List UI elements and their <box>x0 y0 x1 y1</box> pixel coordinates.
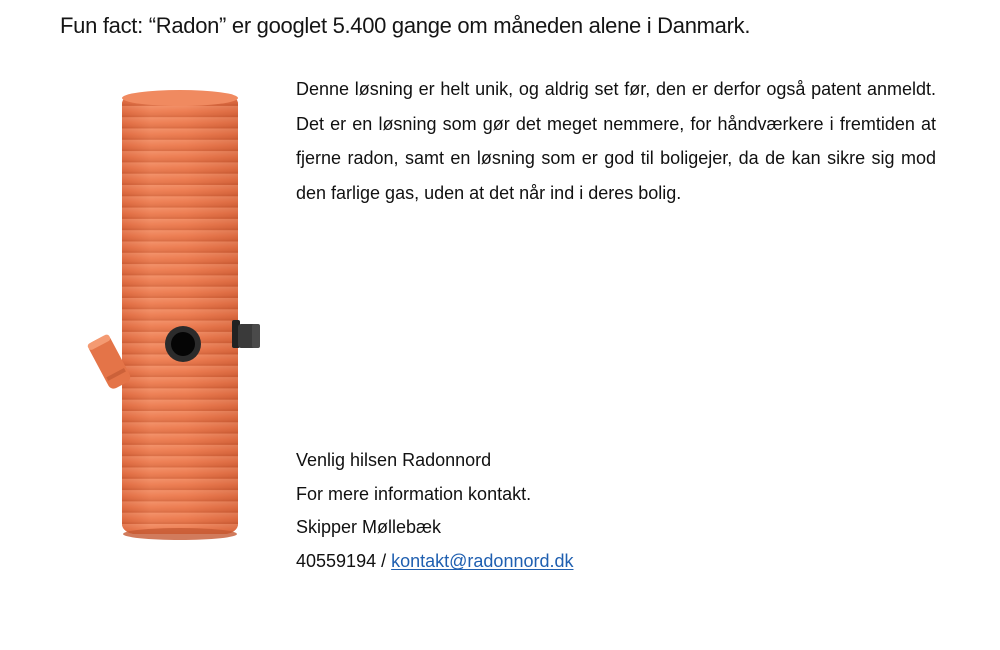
email-link[interactable]: kontakt@radonnord.dk <box>391 551 574 572</box>
info-line: For mere information kontakt. <box>296 483 532 504</box>
description-paragraph: Denne løsning er helt unik, og aldrig set før, den er derfor også patent anmeldt. Det er en løsning som gør det meget nemmere, for håndværkere i fremtiden at fjerne radon, samt en løsning som er god til boligejer, da de kan sikre sig mod den farlige gas, uden at det når ind i deres bolig. <box>296 79 936 203</box>
headline: Fun fact: “Radon” er googlet 5.400 gange om måneden alene i Danmark. <box>60 13 751 38</box>
greeting: Venlig hilsen Radonnord <box>296 450 492 470</box>
contact-line <box>296 545 574 579</box>
signature-block <box>296 444 574 579</box>
separator: / <box>376 551 392 572</box>
pipe-illustration-icon <box>62 72 282 552</box>
phone-number: 40559194 <box>296 551 377 572</box>
radon-well-pipe-image <box>62 72 282 552</box>
contact-name: Skipper Møllebæk <box>296 517 442 538</box>
